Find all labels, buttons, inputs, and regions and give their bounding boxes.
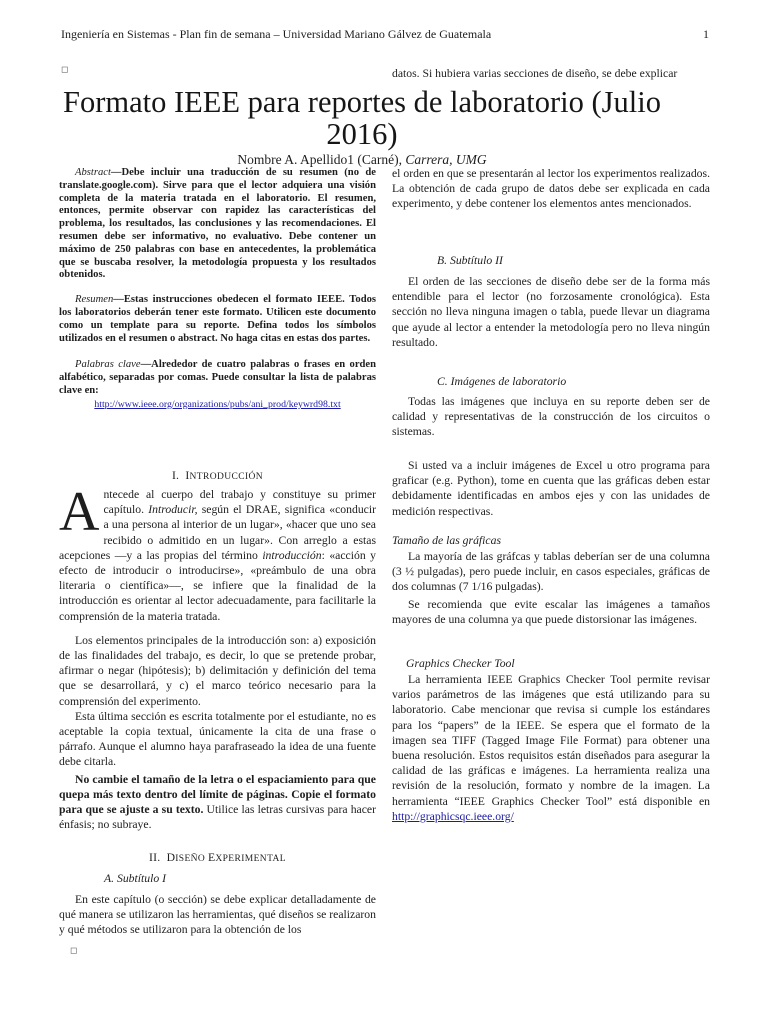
design-heading-first-2: E — [207, 851, 216, 864]
gct-link[interactable]: http://graphicsqc.ieee.org/ — [392, 809, 514, 823]
running-header: Ingeniería en Sistemas - Plan fin de semana – Universidad Mariano Gálvez de Guatemala — [61, 27, 492, 41]
design-heading-first: D — [166, 851, 176, 864]
keywords-link-line — [59, 399, 376, 412]
right-top-line: datos. Si hubiera varias secciones de diseño, se debe explicar — [392, 67, 678, 80]
paragraph-b: El orden de las secciones de diseño debe ser de la forma más entendible para el lector (no forzosamente cronológica). Esta sección no lleva ninguna imagen o tabla, puede llevar un diagrama que ayude al lector a entender la metodología pero no lleva ningún resultado. — [392, 275, 710, 349]
intro-p1-c: : «acción y efecto de introducir o introducirse», «preámbulo de una obra literaria o científica»—, se infiere que la finalidad de la introducción es orientar al lector adecuadamente, para facilitarle la comprensión de la materia tratada. — [59, 548, 376, 623]
intro-p4-rest: Utilice las letras cursivas para hacer énfasis; no subraye. — [59, 803, 376, 832]
intro-paragraph-2: Los elementos principales de la introducción son: a) exposición de las finalidades del trabajo, es decir, lo que se pretende probar, afirmar o negar (hipótesis); b) delimitación y definición del tema que se desarrollará, y c) el marco teórico necesario para la comprensión del experimento. — [59, 633, 376, 708]
intro-p1-b: según el DRAE, significa «conducir a una persona al interior de un lugar», «hacer que uno sea recibido o admitido en un lugar». Con arreglo a estas acepciones —y a las propias del término — [59, 503, 376, 562]
keywords-text: —Alrededor de cuatro palabras o frases en orden alfabético, separadas por comas. Puede consultar la lista de palabras clave en: — [59, 359, 377, 396]
resumen-label: Resumen — [75, 294, 114, 306]
bottom-marker: ◻ — [70, 945, 78, 955]
subtitle-b: B. Subtítulo II — [437, 254, 503, 267]
subtitle-c: C. Imágenes de laboratorio — [437, 375, 567, 388]
subtitle-a: A. Subtítulo I — [104, 872, 167, 885]
design-heading-rest: ISEÑO — [175, 854, 208, 864]
section-heading-intro — [59, 469, 376, 482]
intro-p4-bold: No cambie el tamaño de la letra o el espaciamiento para que quepa más texto dentro del límite de páginas. Copie el formato para que se ajuste a su texto. — [59, 772, 376, 817]
abstract-paragraph — [59, 167, 376, 282]
intro-p1-a: ntecede al cuerpo del trabajo y constituye su primer capítulo. — [103, 488, 376, 517]
right-continuation-paragraph: el orden en que se presentarán al lector los experimentos realizados. La obtención de cada grupo de datos debe ser explicada en cada experimento, y debe contener los elementos antes mencionados. — [392, 167, 710, 211]
left-column — [59, 167, 376, 412]
resumen-text: —Estas instrucciones obedecen el formato IEEE. Todos los laboratorios deberán tener este formato. Utilicen este documento como un template para su reporte. Defina todos los símbolos utilizados en el resumen o abstract. No haga citas en estas dos partes. — [59, 294, 376, 344]
author-affiliation: Carrera, UMG — [405, 152, 487, 167]
drop-cap: A — [59, 481, 100, 543]
author-name: Nombre A. Apellido1 (Carné), — [237, 152, 402, 167]
paragraph-c2: Si usted va a incluir imágenes de Excel u otro programa para graficar (e.g. Python), tome en cuenta que las gráficas deben estar debidamente identificadas en ambos ejes y con las unidades de medición respectivas. — [392, 459, 710, 518]
intro-p1-italic: Introducir, — [148, 503, 198, 517]
section-heading-design — [59, 851, 376, 864]
intro-paragraph-3: Esta última sección es escrita totalmente por el estudiante, no es aceptable la copia textual, únicamente la cita de una frase o párrafo. Aunque el alumno haya parafraseado la idea de una fuente debe citarla. — [59, 709, 376, 769]
intro-heading-first: I — [185, 469, 190, 482]
paragraph-tamano-2: Se recomienda que evite escalar las imágenes a tamaños mayores de una columna ya que puede distorsionar las imágenes. — [392, 598, 710, 627]
paragraph-c1: Todas las imágenes que incluya en su reporte deben ser de calidad y representativas de la construcción de los circuitos o sistemas. — [392, 395, 710, 439]
paragraph-tamano-1: La mayoría de las gráfcas y tablas deberían ser de una columna (3 ½ pulgadas), pero puede incluir, en casos especiales, gráficas de dos columnas (7 1/16 pulgadas). — [392, 550, 710, 594]
intro-paragraph-4 — [59, 772, 376, 833]
intro-paragraph-1 — [59, 481, 376, 624]
intro-heading-rest: NTRODUCCIÓN — [189, 472, 264, 482]
page-title: Formato IEEE para reportes de laboratorio (Julio 2016) — [63, 85, 661, 151]
intro-heading-num: I. — [171, 469, 180, 482]
paragraph-gct — [392, 672, 710, 824]
keywords-label: Palabras clave — [75, 359, 141, 371]
subheading-gct: Graphics Checker Tool — [406, 657, 515, 670]
subheading-tamano: Tamaño de las gráficas — [392, 534, 501, 547]
design-heading-num: II. — [149, 851, 161, 864]
design-heading-rest-2: XPERIMENTAL — [215, 854, 286, 864]
intro-body — [59, 481, 376, 832]
design-paragraph-a: En este capítulo (o sección) se debe explicar detalladamente de qué manera se utilizaron las herramientas, qué diseños se realizaron y qué métodos se utilizaron para la obtención de los — [59, 893, 376, 937]
keywords-link[interactable]: http://www.ieee.org/organizations/pubs/ani_prod/keywrd98.txt — [94, 398, 341, 410]
page-number: 1 — [703, 27, 709, 41]
top-marker: ◻ — [61, 64, 69, 74]
abstract-label: Abstract — [75, 167, 111, 178]
gct-text: La herramienta IEEE Graphics Checker Tool permite revisar varios parámetros de las imágenes que está utilizando para su laboratorio. Cabe mencionar que revisa si cumple los estándares para los “papers” de la IEEE. Se espera que el formato de la imagen sea TIFF (Tagged Image File Format) para obtener una buena resolución. Estos requisitos están diseñados para asegurar la calidad de las gráficas e imágenes. La herramienta realiza una revisión de la resolución, formato y nombre de la imagen. La herramienta “IEEE Graphics Checker Tool” está disponible en — [392, 673, 710, 808]
keywords-paragraph — [59, 359, 376, 397]
resumen-paragraph — [59, 294, 376, 345]
abstract-text: —Debe incluir una traducción de su resumen (no de translate.google.com). Sirve para que el lector adquiera una visión completa de la materia tratada en el laboratorio. El resumen, entonces, permite observar con rapidez las características del problema, los resultados, las conclusiones y las recomendaciones. El resumen debe ser informativo, no evaluativo. Debe contener un máximo de 250 palabras con base en antecedentes, la problemática que se buscaba resolver, la metodología propuesta y los resultados obtenidos. — [59, 167, 376, 281]
intro-p1-italic-2: introducción — [262, 548, 322, 562]
